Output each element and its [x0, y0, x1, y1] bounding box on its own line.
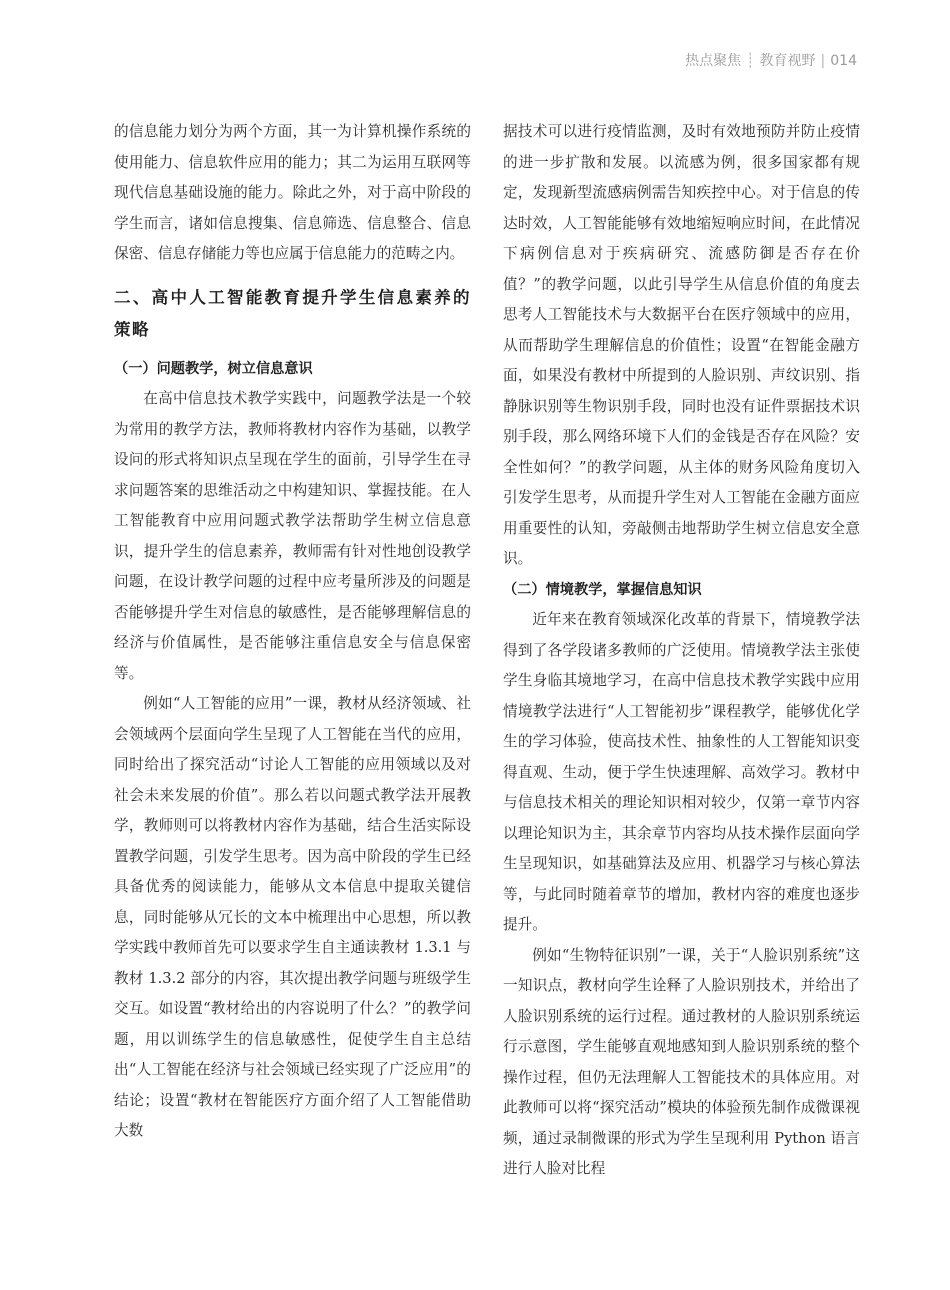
paragraph-continued: 的信息能力划分为两个方面，其一为计算机操作系统的使用能力、信息软件应用的能力；其二为运用互联网等现代信息基础设施的能力。除此之外，对于高中阶段的学生而言，诸如信息搜集、信息筛选、信息整合、信息保密、信息存储能力等也应属于信息能力的范畴之内。 — [114, 123, 471, 262]
right-column — [503, 117, 860, 1185]
section-heading: 二、高中人工智能教育提升学生信息素养的策略 — [114, 287, 471, 339]
paragraph-continued: 据技术可以进行疫情监测，及时有效地预防并防止疫情的进一步扩散和发展。以流感为例，很多国家都有规定，发现新型流感病例需告知疾控中心。对于信息的传达时效，人工智能能够有效地缩短响应时间，在此情况下病例信息对于疾病研究、流感防御是否存在价值？”的教学问题，以此引导学生从信息价值的角度去思考人工智能技术与大数据平台在医疗领域中的应用，从而帮助学生理解信息的价值性；设置“在智能金融方面，如果没有教材中所提到的人脸识别、声纹识别、指静脉识别等生物识别手段，同时也没有证件票据技术识别手段，那么网络环境下人们的金钱是否存在风险？安全性如何？”的教学问题，从主体的财务风险角度切入引发学生思考，从而提升学生对人工智能在金融方面应用重要性的认知，旁敲侧击地帮助学生树立信息安全意识。 — [503, 123, 860, 567]
subheading-situational-teaching: （二）情境教学，掌握信息知识 — [503, 581, 702, 598]
header-section-title: 热点聚焦 — [685, 53, 742, 69]
header-divider: | — [820, 53, 826, 69]
header-column-title: 教育视野 — [759, 53, 816, 69]
paragraph: 近年来在教育领域深化改革的背景下，情境教学法得到了各学段诸多教师的广泛使用。情境教学法主张使学生身临其境地学习，在高中信息技术教学实践中应用情境教学法进行“人工智能初步”课程教学，能够优化学生的学习体验，使高技术性、抽象性的人工智能知识变得直观、生动，便于学生快速理解、高效学习。教材中与信息技术相关的理论知识相对较少，仅第一章节内容以理论知识为主，其余章节内容均从技术操作层面向学生呈现知识，如基础算法及应用、机器学习与核心算法等，与此同时随着章节的增加，教材内容的难度也逐步提升。 — [503, 611, 860, 933]
running-header — [685, 50, 857, 70]
page-number: 014 — [830, 53, 857, 69]
paragraph: 例如“人工智能的应用”一课，教材从经济领域、社会领域两个层面向学生呈现了人工智能在当代的应用，同时给出了探究活动“讨论人工智能的应用领域以及对社会未来发展的价值”。那么若以问题式教学法开展教学，教师则可以将教材内容作为基础，结合生活实际设置教学问题，引发学生思考。因为高中阶段的学生已经具备优秀的阅读能力，能够从文本信息中提取关键信息，同时能够从冗长的文本中梳理出中心思想，所以教学实践中教师首先可以要求学生自主通读教材 1.3.1 与教材 1.3.2 部分的内容，其次提出教学问题与班级学生交互。如设置“教材给出的内容说明了什么？”的教学问题，用以训练学生的信息敏感性，促使学生自主总结出“人工智能在经济与社会领域已经实现了广泛应用”的结论；设置“教材在智能医疗方面介绍了人工智能借助大数 — [114, 695, 471, 1139]
subheading-problem-teaching: （一）问题教学，树立信息意识 — [114, 360, 313, 377]
paragraph: 在高中信息技术教学实践中，问题教学法是一个较为常用的教学方法，教师将教材内容作为基础，以教学设问的形式将知识点呈现在学生的面前，引导学生在寻求问题答案的思维活动之中构建知识、掌握技能。在人工智能教育中应用问题式教学法帮助学生树立信息意识，提升学生的信息素养，教师需有针对性地创设教学问题，在设计教学问题的过程中应考量所涉及的问题是否能够提升学生对信息的敏感性，是否能够理解信息的经济与价值属性，是否能够注重信息安全与信息保密等。 — [114, 390, 471, 682]
left-column — [114, 117, 471, 1147]
header-divider: ┊ — [746, 53, 755, 69]
paragraph: 例如“生物特征识别”一课，关于“人脸识别系统”这一知识点，教材向学生诠释了人脸识别技术，并给出了人脸识别系统的运行过程。通过教材的人脸识别系统运行示意图，学生能够直观地感知到人脸识别系统的整个操作过程，但仍无法理解人工智能技术的具体应用。对此教师可以将“探究活动”模块的体验预先制作成微课视频，通过录制微课的形式为学生呈现利用 Python 语言进行人脸对比程 — [503, 946, 860, 1177]
